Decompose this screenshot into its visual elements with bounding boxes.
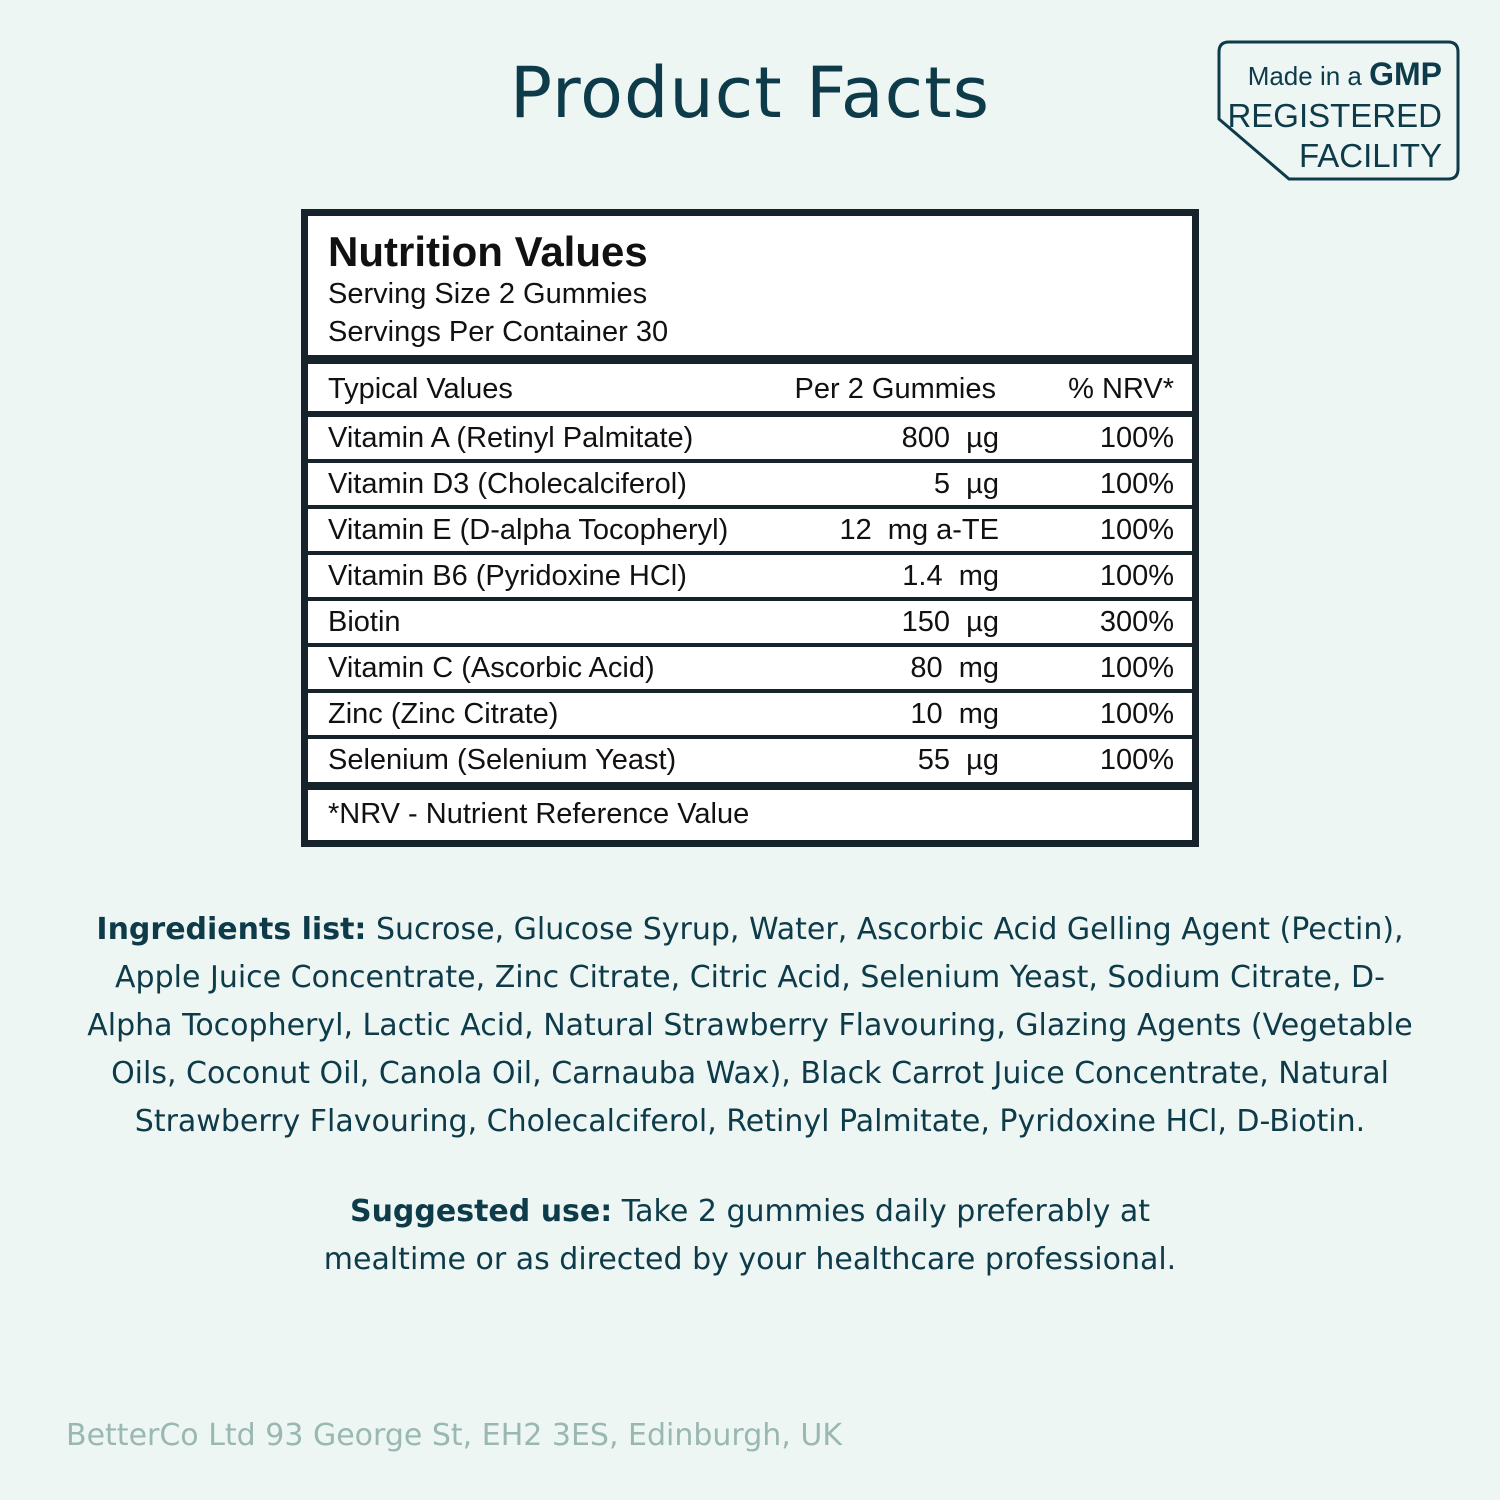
nutrient-nrv: 100%: [1099, 698, 1174, 730]
nutrient-amount: 5 µg: [933, 468, 999, 500]
nutrient-nrv: 100%: [1099, 514, 1174, 546]
ingredients-label: Ingredients list:: [96, 912, 367, 947]
table-column-header: [308, 364, 1192, 417]
nutrient-amount: 150 µg: [901, 606, 999, 638]
column-nrv: % NRV*: [1068, 373, 1174, 405]
column-typical-values: Typical Values: [328, 373, 513, 405]
table-row: [308, 509, 1192, 555]
company-address: BetterCo Ltd 93 George St, EH2 3ES, Edinburgh, UK: [66, 1418, 843, 1453]
table-row: [308, 647, 1192, 693]
nutrient-name: Zinc (Zinc Citrate): [328, 698, 559, 730]
nutrition-header: [308, 216, 1192, 364]
nutrient-name: Vitamin B6 (Pyridoxine HCl): [328, 560, 687, 592]
column-per-serving: Per 2 Gummies: [794, 373, 996, 405]
servings-per-container: Servings Per Container 30: [328, 316, 669, 348]
nutrient-name: Vitamin C (Ascorbic Acid): [328, 652, 655, 684]
table-row: [308, 463, 1192, 509]
nrv-footnote: *NRV - Nutrient Reference Value: [328, 798, 750, 830]
nutrient-name: Selenium (Selenium Yeast): [328, 744, 677, 776]
nutrient-amount: 10 mg: [910, 698, 999, 730]
page-title: Product Facts: [509, 52, 991, 134]
nutrient-name: Vitamin D3 (Cholecalciferol): [328, 468, 687, 500]
nutrient-nrv: 100%: [1099, 744, 1174, 776]
nutrition-title: Nutrition Values: [328, 228, 648, 275]
nutrient-amount: 800 µg: [901, 422, 999, 454]
nutrient-amount: 55 µg: [917, 744, 999, 776]
nutrient-amount: 12 mg a-TE: [839, 514, 999, 546]
nutrient-amount: 80 mg: [910, 652, 999, 684]
ingredients-text: Sucrose, Glucose Syrup, Water, Ascorbic Acid Gelling Agent (Pectin), Apple Juice Concentrate, Zinc Citrate, Citric Acid, Selenium Yeast, Sodium Citrate, D-Alpha Tocopheryl, Lactic Acid, Natural Strawberry Flavouring, Glazing Agents (Vegetable Oils, Coconut Oil, Canola Oil, Carnauba Wax), Black Carrot Juice Concentrate, Natural Strawberry Flavouring, Cholecalciferol, Retinyl Palmitate, Pyridoxine HCl, D-Biotin.: [87, 912, 1413, 1139]
nutrient-nrv: 100%: [1099, 468, 1174, 500]
nutrient-nrv: 100%: [1099, 560, 1174, 592]
table-row: [308, 693, 1192, 739]
nutrient-nrv: 100%: [1099, 422, 1174, 454]
nutrient-name: Vitamin A (Retinyl Palmitate): [328, 422, 694, 454]
badge-line-3: FACILITY: [1298, 137, 1442, 174]
nutrient-name: Biotin: [328, 606, 401, 638]
suggested-use: [300, 1188, 1200, 1284]
nutrient-amount: 1.4 mg: [902, 560, 999, 592]
nutrient-nrv: 100%: [1099, 652, 1174, 684]
ingredients-list: [80, 906, 1420, 1146]
badge-line-2: REGISTERED: [1227, 97, 1442, 134]
suggested-use-label: Suggested use:: [349, 1194, 613, 1229]
nutrient-name: Vitamin E (D-alpha Tocopheryl): [328, 514, 729, 546]
badge-line-1: Made in a GMP: [1247, 56, 1442, 92]
gmp-badge: [1217, 40, 1460, 181]
nutrient-nrv: 300%: [1099, 606, 1174, 638]
table-row: [308, 601, 1192, 647]
serving-size: Serving Size 2 Gummies: [328, 278, 648, 310]
nutrition-table: [301, 209, 1199, 847]
suggested-use-text: Take 2 gummies daily preferably at mealtime or as directed by your healthcare professional.: [323, 1194, 1177, 1277]
table-row: [308, 739, 1192, 790]
table-row: [308, 555, 1192, 601]
table-row: [308, 417, 1192, 463]
